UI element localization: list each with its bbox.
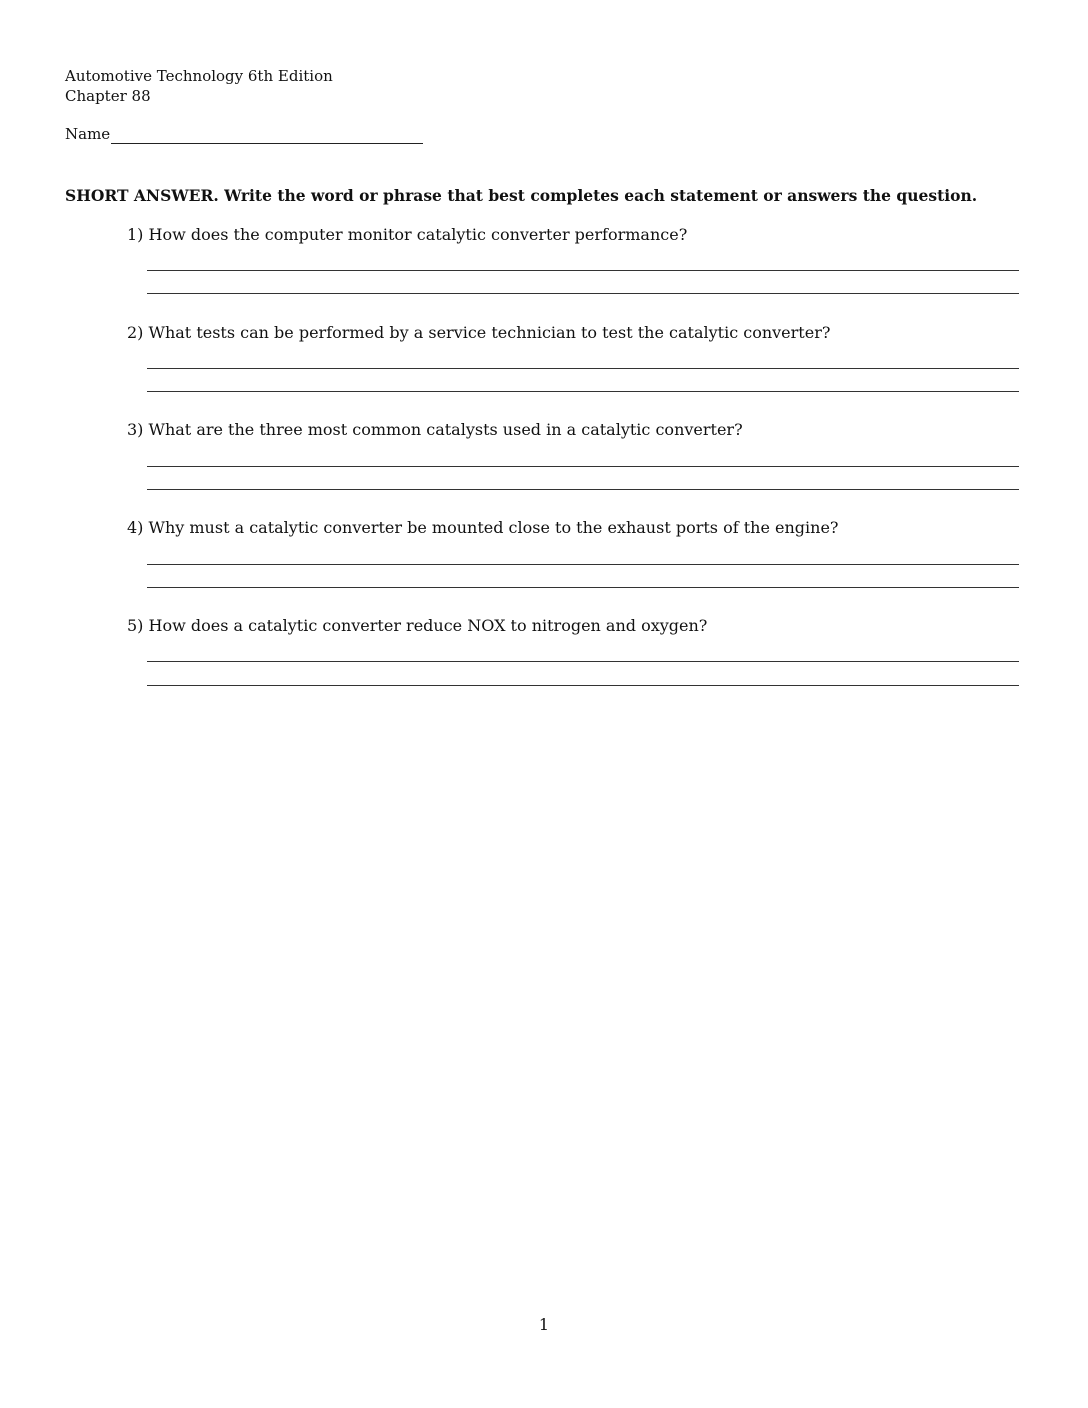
answer-line-5b — [147, 685, 1019, 686]
name-blank-line — [111, 125, 423, 144]
answer-line-3b — [147, 489, 1019, 490]
answer-line-4b — [147, 587, 1019, 588]
answer-line-4a — [147, 564, 1019, 565]
question-4: 4) Why must a catalytic converter be mounted close to the exhaust ports of the engine? — [127, 518, 839, 537]
section-instructions: SHORT ANSWER. Write the word or phrase that best completes each statement or answers the question. — [65, 186, 978, 205]
answer-line-1a — [147, 270, 1019, 271]
question-3: 3) What are the three most common catalysts used in a catalytic converter? — [127, 420, 743, 439]
chapter-label: Chapter 88 — [65, 87, 151, 105]
question-2: 2) What tests can be performed by a service technician to test the catalytic converter? — [127, 323, 831, 342]
answer-line-2b — [147, 391, 1019, 392]
answer-line-5a — [147, 661, 1019, 662]
question-1: 1) How does the computer monitor catalytic converter performance? — [127, 225, 688, 244]
name-label: Name — [65, 125, 111, 143]
answer-line-2a — [147, 368, 1019, 369]
answer-line-3a — [147, 466, 1019, 467]
book-title: Automotive Technology 6th Edition — [65, 67, 333, 85]
name-row — [65, 125, 423, 144]
page-number: 1 — [538, 1315, 550, 1334]
answer-line-1b — [147, 293, 1019, 294]
question-5: 5) How does a catalytic converter reduce NOX to nitrogen and oxygen? — [127, 616, 708, 635]
